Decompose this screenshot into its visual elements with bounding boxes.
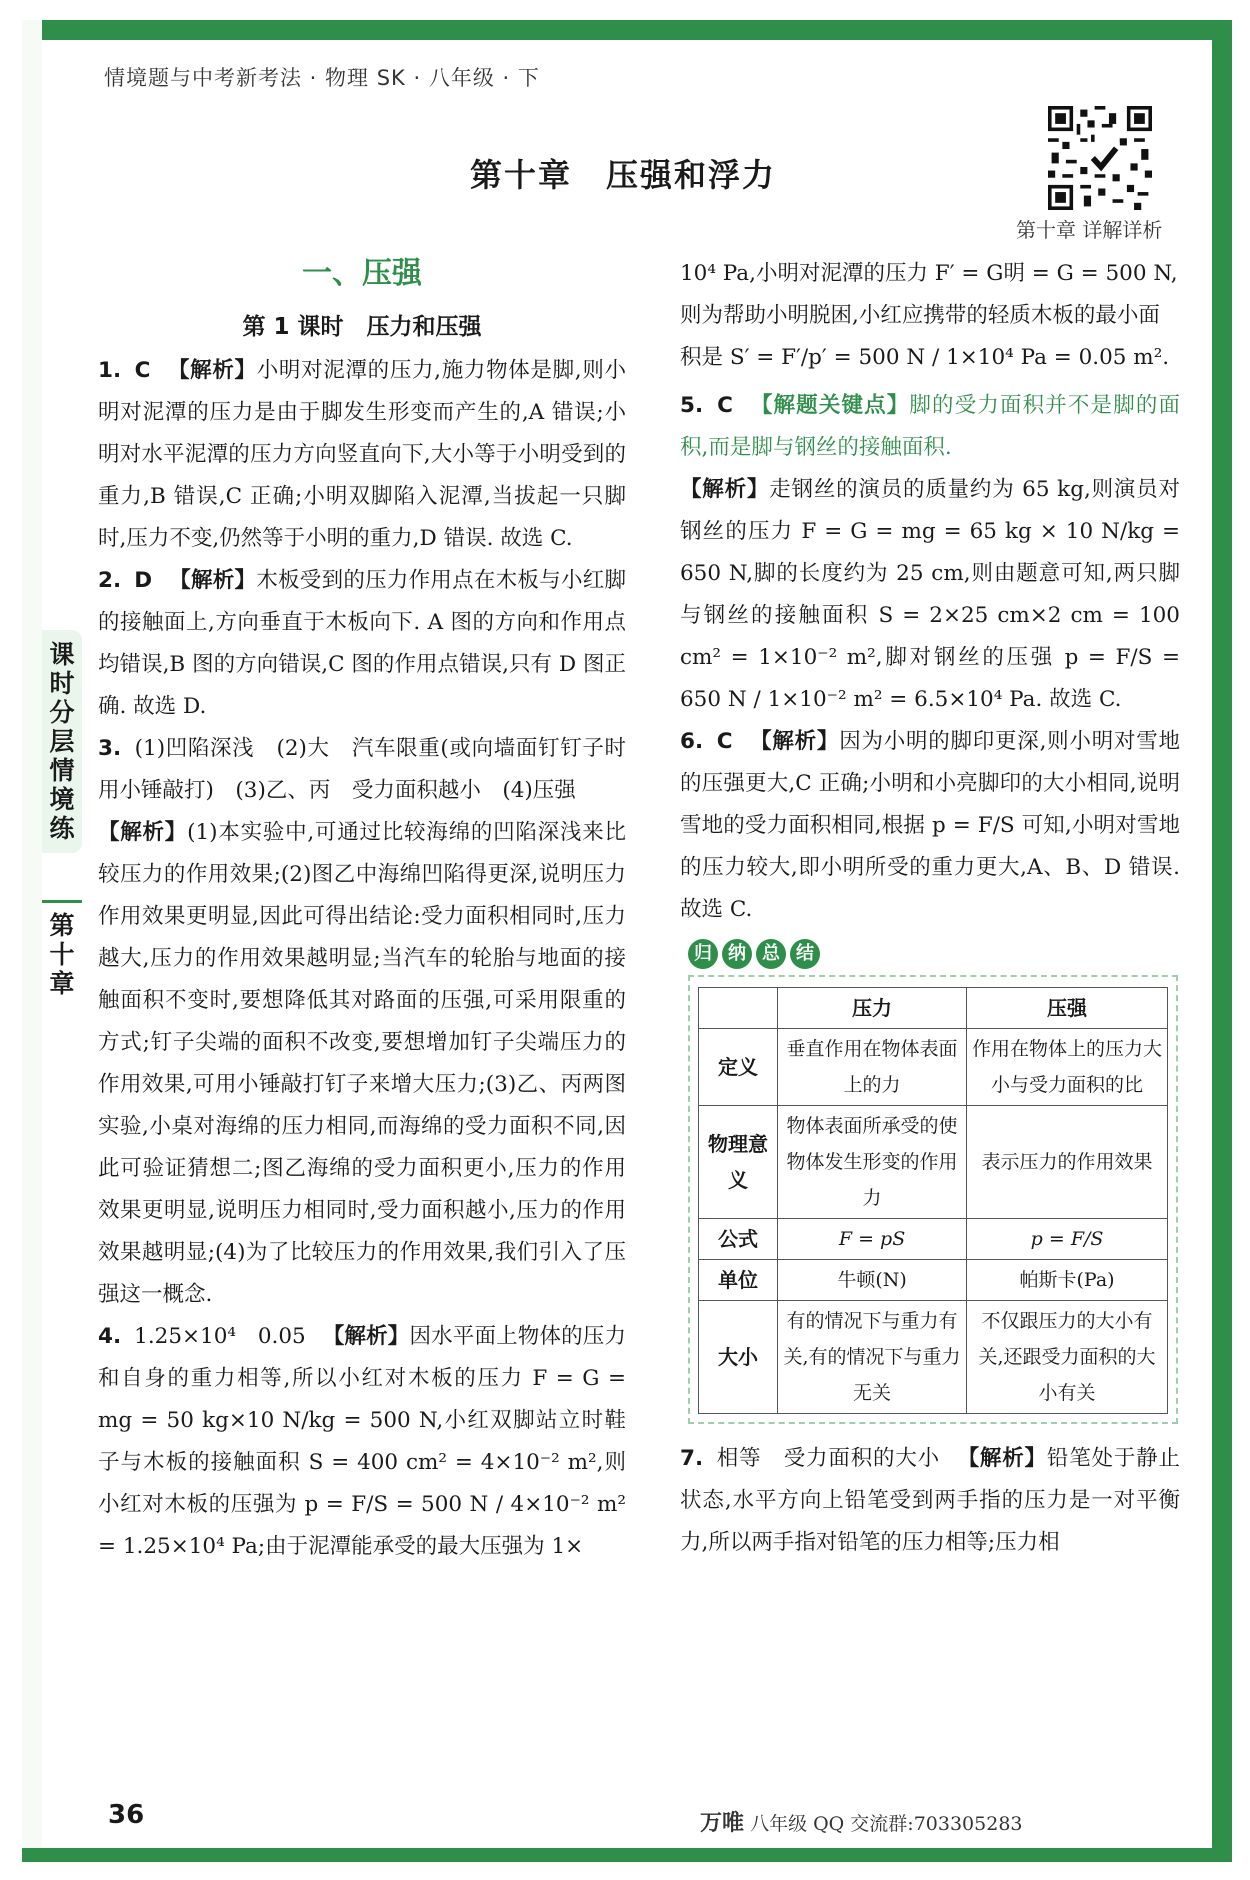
page-number: 36 [108,1800,145,1830]
answer-4-continued: 10⁴ Pa,小明对泥潭的压力 F′ = G明 = G = 500 N,则为帮助小明脱困,小红应携带的轻质木板的最小面积是 S′ = F′/p′ = 500 N / 1×10⁴ Pa = 0.05 m². [680,261,1178,370]
key-point-tag: 【解题关键点】 [750,393,910,418]
table-header-row [699,988,1168,1029]
table-header: 压力 [778,988,967,1029]
summary-badge-char: 结 [790,939,820,969]
table-row [699,1029,1168,1106]
table-cell: 物体表面所承受的使物体发生形变的作用力 [778,1106,967,1219]
table-header: 压强 [967,988,1168,1029]
summary-box [688,975,1178,1424]
analysis-text: 因为小明的脚印更深,则小明对雪地的压强更大,C 正确;小明和小亮脚印的大小相同,说明雪地的受力面积相同,根据 p = F/S 可知,小明对雪地的压力较大,即小明所受的重力更大,A、B、D 错误. 故选 C. [680,729,1180,922]
row-label: 大小 [699,1301,778,1414]
analysis-text: (1)本实验中,可通过比较海绵的凹陷深浅来比较压力的作用效果;(2)图乙中海绵凹陷得更深,说明压力作用效果更明显,因此可得出结论:受力面积相同时,压力越大,压力的作用效果越明显;当汽车的轮胎与地面的接触面积不变时,要想降低其对路面的压强,可采用限重的方式;钉子尖端的面积不改变,要想增加钉子尖端压力的作用效果,可用小锤敲打钉子来增大压力;(3)乙、丙两图实验,小桌对海绵的压力相同,而海绵的受力面积不同,因此可验证猜想二;图乙海绵的受力面积更小,压力的作用效果更明显,说明压力相同时,受力面积越小,压力的作用效果越明显;(4)为了比较压力的作用效果,我们引入了压强这一概念. [98,820,626,1307]
question-number: 5. [680,393,704,418]
chapter-title: 第十章 压强和浮力 [470,156,777,194]
analysis-3 [98,812,626,1316]
row-label: 定义 [699,1029,778,1106]
row-label: 物理意义 [699,1106,778,1219]
question-number: 6. [680,729,704,754]
answer-2 [98,560,626,728]
question-number: 4. [98,1324,122,1349]
answer-choice: C [717,393,733,418]
question-number: 1. [98,358,122,383]
row-label: 公式 [699,1219,778,1260]
answer-6 [680,721,1180,931]
analysis-text: 小明对泥潭的压力,施力物体是脚,则小明对泥潭的压力是由于脚发生形变而产生的,A 错误;小明对水平泥潭的压力方向竖直向下,大小等于小明受到的重力,B 错误,C 正确;小明双脚陷入泥潭,当拔起一只脚时,压力不变,仍然等于小明的重力,D 错误. 故选 C. [98,358,626,551]
analysis-5 [680,469,1180,721]
qr-caption: 第十章 详解详析 [1016,218,1163,242]
lesson-title: 第 1 课时 压力和压强 [242,314,482,340]
answer-text: (1)凹陷深浅 (2)大 汽车限重(或向墙面钉钉子时用小锤敲打) (3)乙、丙 受力面积越小 (4)压强 [98,736,626,803]
table-header [699,988,778,1029]
right-column [680,253,1180,1564]
answer-4 [98,1316,626,1568]
table-row [699,1106,1168,1219]
side-tab-label: 课时分层情境练 [49,640,75,843]
analysis-tag: 【解析】 [957,1446,1047,1471]
analysis-tag: 【解析】 [322,1324,410,1349]
table-row [699,1301,1168,1414]
table-cell: 牛顿(N) [778,1260,967,1301]
summary-badge-char: 归 [688,939,718,969]
answer-choice: C [134,358,151,383]
row-label: 单位 [699,1260,778,1301]
section-title: 一、压强 [302,256,422,291]
table-cell: F = pS [778,1219,967,1260]
analysis-text: 因水平面上物体的压力和自身的重力相等,所以小红对木板的压力 F = G = mg = 50 kg×10 N/kg = 500 N,小红双脚站立时鞋子与木板的接触面积 S = 400 cm² = 4×10⁻² m²,则小红对木板的压强为 p = F/S = 500 N / 4×10⁻² m² = 1.25×10⁴ Pa;由于泥潭能承受的最大压强为 1× [98,1324,626,1559]
table-row [699,1260,1168,1301]
answer-text: 1.25×10⁴ 0.05 [134,1324,306,1349]
side-tab-chapter-label: 第十章 [49,911,75,998]
question-number: 2. [98,568,122,593]
side-tab-chapter [42,900,82,998]
answer-7 [680,1438,1180,1564]
analysis-tag: 【解析】 [680,477,770,502]
right-border [1212,20,1232,1862]
analysis-text: 木板受到的压力作用点在木板与小红脚的接触面上,方向垂直于木板向下. A 图的方向和作用点均错误,B 图的方向错误,C 图的作用点错误,只有 D 图正确. 故选 D. [98,568,626,719]
analysis-text: 铅笔处于静止状态,水平方向上铅笔受到两手指的压力是一对平衡力,所以两手指对铅笔的压力相等;压力相 [680,1446,1180,1555]
summary-badge [688,939,1180,969]
footer-text: 八年级 QQ 交流群:703305283 [750,1813,1023,1835]
table-cell: 不仅跟压力的大小有关,还跟受力面积的大小有关 [967,1301,1168,1414]
table-row [699,1219,1168,1260]
analysis-tag: 【解析】 [169,568,257,593]
running-header: 情境题与中考新考法 · 物理 SK · 八年级 · 下 [104,66,540,90]
footer [700,1806,1023,1837]
answer-choice: D [134,568,153,593]
table-cell: 作用在物体上的压力大小与受力面积的比 [967,1029,1168,1106]
left-margin [22,20,42,1862]
key-point-text: 脚的受力面积并不是脚的面积,而是脚与钢丝的接触面积. [680,393,1180,460]
qr-code-icon[interactable] [1048,106,1152,210]
table-cell: 帕斯卡(Pa) [967,1260,1168,1301]
answer-1 [98,350,626,560]
table-cell: 有的情况下与重力有关,有的情况下与重力无关 [778,1301,967,1414]
question-number: 3. [98,736,122,761]
brand-logo: 万唯 [700,1811,745,1836]
analysis-tag: 【解析】 [167,358,257,383]
table-cell: p = F/S [967,1219,1168,1260]
analysis-tag: 【解析】 [750,729,840,754]
summary-table [698,987,1168,1414]
table-cell: 垂直作用在物体表面上的力 [778,1029,967,1106]
answer-3 [98,728,626,812]
summary-badge-char: 总 [756,939,786,969]
answer-text: 相等 受力面积的大小 [716,1446,940,1471]
summary-badge-char: 纳 [722,939,752,969]
analysis-text: 走钢丝的演员的质量约为 65 kg,则演员对钢丝的压力 F = G = mg = 65 kg × 10 N/kg = 650 N,脚的长度约为 25 cm,则由题意可知,两只脚与钢丝的接触面积 S = 2×25 cm×2 cm = 100 cm² = 1×10⁻² m²,脚对钢丝的压强 p = F/S = 650 N / 1×10⁻² m² = 6.5×10⁴ Pa. 故选 C. [680,477,1180,712]
left-column [98,250,626,1568]
answer-choice: C [716,729,733,754]
answer-5 [680,385,1180,469]
bottom-border [22,1848,1232,1862]
side-tab-practice [42,630,82,853]
analysis-tag: 【解析】 [98,820,188,845]
table-cell: 表示压力的作用效果 [967,1106,1168,1219]
top-border [22,20,1232,40]
question-number: 7. [680,1446,704,1471]
